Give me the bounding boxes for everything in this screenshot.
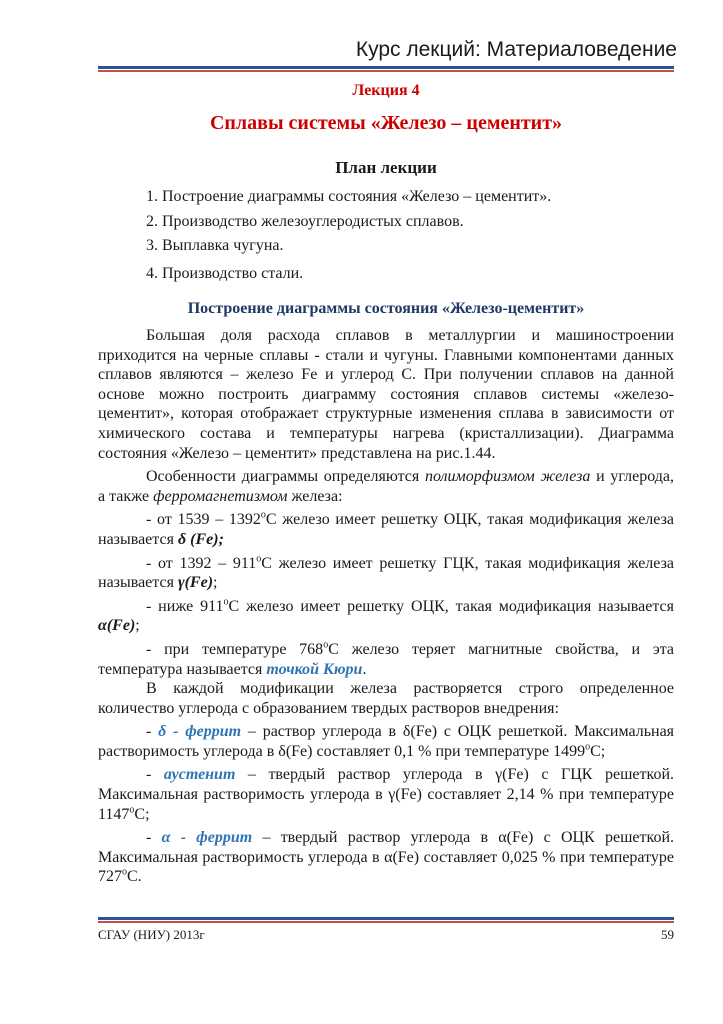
bullet-alpha-iron: - ниже $911^оС$ железо имеет решетку ОЦК, такая модификация называется α(Fe);	[98, 596, 674, 635]
plan-title: План лекции	[335, 158, 437, 177]
footer-rule-blue	[98, 917, 674, 920]
header-rule-blue	[98, 66, 674, 69]
bullet-curie-point: - при температуре $768^оС$ железо теряет магнитные свойства, и эта температура называется точкой Кюри.	[98, 639, 675, 678]
page-number: 59	[661, 927, 674, 942]
plan-item-1: 1. Построение диаграммы состояния «Железо – цементит».	[146, 188, 552, 205]
footer-rule-red	[98, 921, 674, 923]
plan-item-2: 2. Производство железоуглеродистых сплавов.	[146, 213, 464, 230]
definition-austenite: - аустенит – твердый раствор углерода в γ(Fe) с ГЦК решеткой. Максимальная растворимость углерода в γ(Fe) составляет 2,14 % при температуре $1147^оС$;	[98, 766, 674, 823]
bullet-delta-iron: - от $1539 - 1392^оС$ железо имеет решетку ОЦК, такая модификация железа называется δ (Fe);	[98, 510, 674, 548]
running-header-title: Курс лекций: Материаловедение	[355, 38, 677, 61]
footer-institution: СГАУ (НИУ) 2013г	[98, 927, 205, 942]
body-text	[98, 326, 674, 887]
section-title: Построение диаграммы состояния «Железо-цементит»	[187, 300, 585, 317]
plan-item-4: 4. Производство стали.	[146, 265, 304, 282]
bullet-gamma-iron: - от $1392 - 911^оС$ железо имеет решетку ГЦК, такая модификация железа называется γ(Fe);	[98, 553, 675, 592]
paragraph-features: Особенности диаграммы определяются полиморфизмом железа и углерода, а также ферромагнетизмом железа:	[98, 468, 675, 505]
definition-delta-ferrite: - δ - феррит – раствор углерода в δ(Fe) с ОЦК решеткой. Максимальная растворимость углерода в δ(Fe) составляет 0,1 % при температуре $1499^оС$;	[98, 723, 675, 760]
lecture-title: Сплавы системы «Железо – цементит»	[209, 112, 563, 134]
plan-item-3: 3. Выплавка чугуна.	[146, 237, 284, 254]
paragraph-solutions: В каждой модификации железа растворяется строго определенное количество углерода с образованием твердых растворов внедрения:	[98, 680, 674, 717]
definition-alpha-ferrite: - α - феррит – твердый раствор углерода в α(Fe) с ОЦК решеткой. Максимальная растворимость углерода в α(Fe) составляет 0,025 % при температуре $727^оС$.	[98, 829, 675, 886]
paragraph-intro: Большая доля расхода сплавов в металлургии и машиностроении приходится на черные сплавы - стали и чугуны. Главными компонентами данных сплавов являются – железо Fe и углерод С. При получении сплавов на данной основе можно построить диаграмму состояния сплавов системы «железо-цементит», которая отображает структурные изменения сплава в зависимости от химического состава и температуры нагрева (кристаллизации). Диаграмма состояния «Железо – цементит» представлена на рис.1.44.	[98, 327, 674, 462]
header-rule-red	[98, 70, 674, 72]
lecture-number: Лекция 4	[352, 82, 420, 99]
